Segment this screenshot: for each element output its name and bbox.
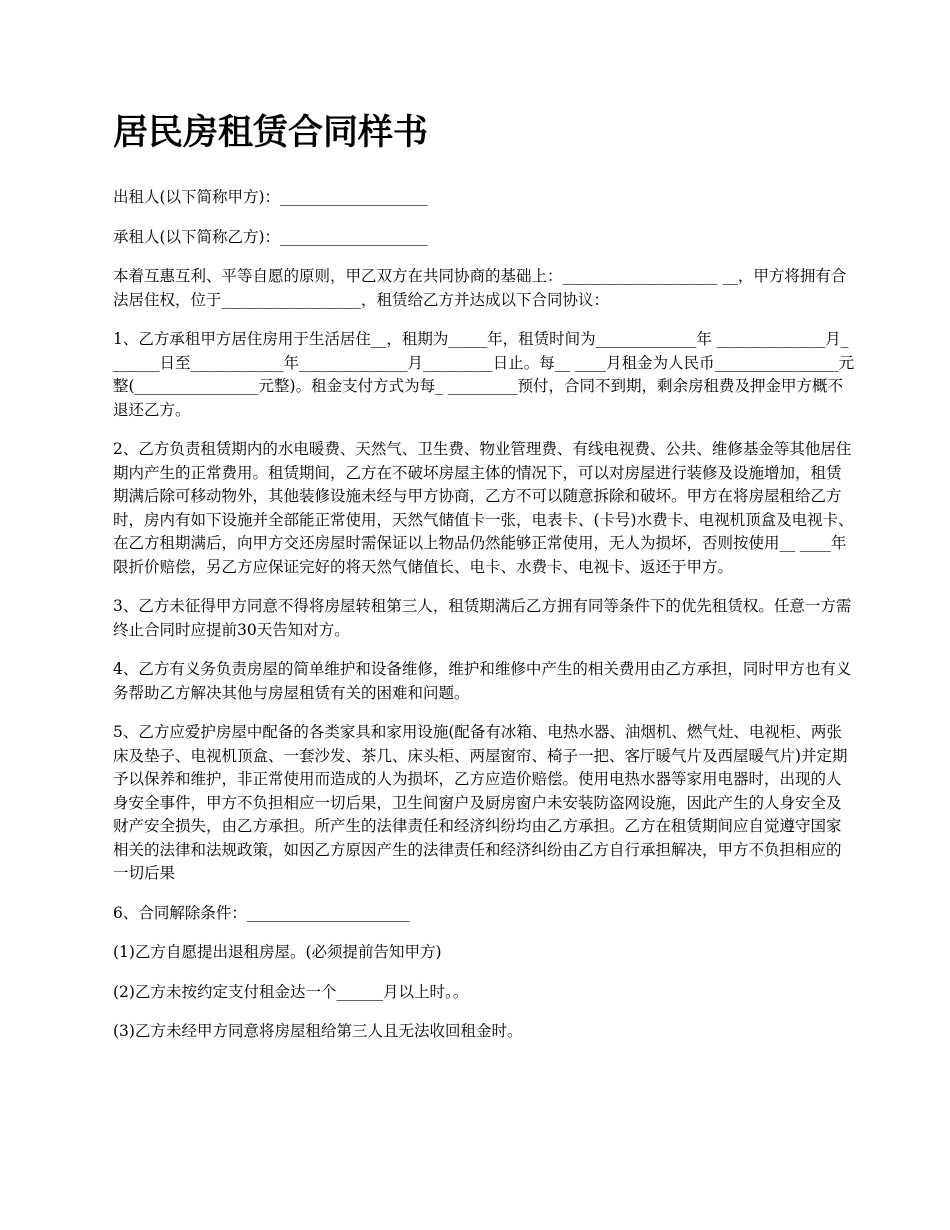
clause-2: 2、乙方负责租赁期内的水电暖费、天然气、卫生费、物业管理费、有线电视费、公共、维修基金等其他居住期内产生的正常费用。租赁期间，乙方在不破坏房屋主体的情况下，可以对房屋进行装修及设施增加，租赁期满后除可移动物外，其他装修设施未经与甲方协商，乙方不可以随意拆除和破坏。甲方在将房屋租给乙方时，房内有如下设施并全部能正常使用，天然气储值卡一张，电表卡、(卡号)水费卡、电视机顶盒及电视卡、在乙方租期满后，向甲方交还房屋时需保证以上物品仍然能够正常使用，无人为损坏，否则按使用__ ____年限折价赔偿，另乙方应保证完好的将天然气储值长、电卡、水费卡、电视卡、返还于甲方。 (113, 440, 854, 576)
clause-4: 4、乙方有义务负责房屋的简单维护和设备维修，维护和维修中产生的相关费用由乙方承担，同时甲方也有义务帮助乙方解决其他与房屋租赁有关的困难和问题。 (113, 660, 852, 702)
preamble-paragraph: 本着互惠互利、平等自愿的原则，甲乙双方在共同协商的基础上：____________________ __，甲方将拥有合法居住权，位于__________________，租赁给乙方并达成以下合同协议： (113, 267, 847, 309)
termination-condition-3: (3)乙方未经甲方同意将房屋租给第三人且无法收回租金时。 (113, 1022, 523, 1040)
clause-1: 1、乙方承租甲方居住房用于生活居住__，租期为_____年，租赁时间为_____________年 ______________月_______日至____________年______________月_________日止。每__ ____月租金为人民币________________元整(________________元整)。租金支付方式为每_ _________预付，合同不到期，剩余房租费及押金甲方概不退还乙方。 (113, 330, 855, 419)
clause-3: 3、乙方未征得甲方同意不得将房屋转租第三人，租赁期满后乙方拥有同等条件下的优先租赁权。任意一方需终止合同时应提前30天告知对方。 (113, 597, 852, 639)
termination-condition-1: (1)乙方自愿提出退租房屋。(必须提前告知甲方) (113, 943, 442, 961)
clause-5: 5、乙方应爱护房屋中配备的各类家具和家用设施(配备有冰箱、电热水器、油烟机、燃气灶、电视柜、两张床及垫子、电视机顶盒、一套沙发、茶几、床头柜、两屋窗帘、椅子一把、客厅暖气片及西屋暖气片)并定期予以保养和维护，非正常使用而造成的人为损坏，乙方应造价赔偿。使用电热水器等家用电器时，出现的人身安全事件，甲方不负担相应一切后果，卫生间窗户及厨房窗户未安装防盗网设施，因此产生的人身安全及财产安全损失，由乙方承担。所产生的法律责任和经济纠纷均由乙方承担。乙方在租赁期间应自觉遵守国家相关的法律和法规政策，如因乙方原因产生的法律责任和经济纠纷由乙方自行承担解决，甲方不负担相应的一切后果 (113, 723, 848, 882)
document-title: 居民房租赁合同样书 (113, 113, 429, 153)
lessee-line: 承租人(以下简称乙方)：___________________ (113, 227, 428, 246)
lessor-line: 出租人(以下简称甲方)：___________________ (113, 188, 428, 206)
clause-6-heading: 6、合同解除条件：_____________________ (113, 903, 410, 922)
termination-condition-2: (2)乙方未按约定支付租金达一个______月以上时。。 (113, 982, 469, 1001)
